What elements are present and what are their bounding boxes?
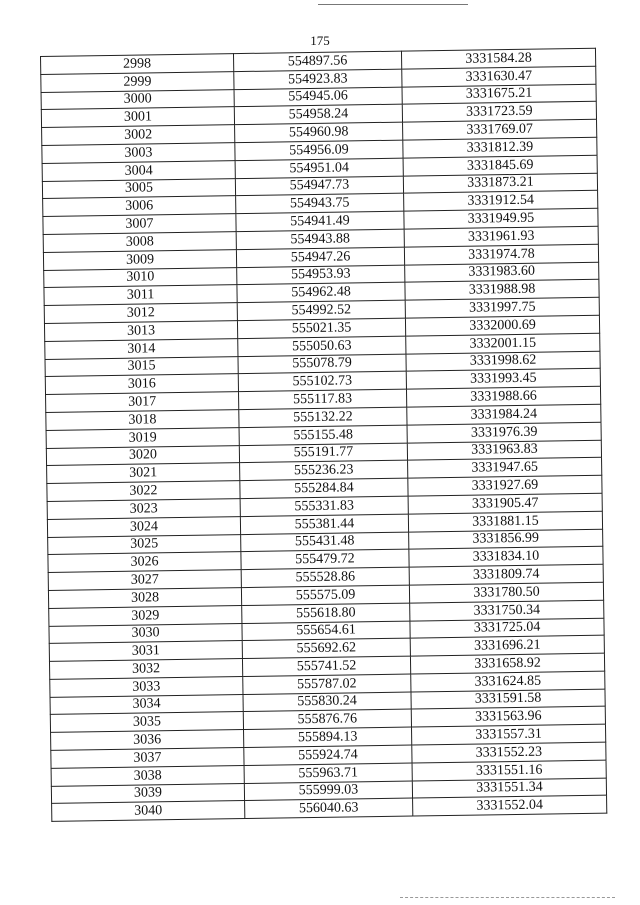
y-coordinate-cell: 3331881.15 bbox=[408, 511, 602, 532]
y-coordinate-cell: 3331812.39 bbox=[403, 137, 597, 158]
x-coordinate-cell: 556040.63 bbox=[245, 799, 413, 819]
x-coordinate-cell: 555528.86 bbox=[241, 567, 409, 587]
point-number-cell: 3032 bbox=[49, 659, 242, 680]
point-number-cell: 3003 bbox=[42, 143, 235, 164]
point-number-cell: 3001 bbox=[41, 107, 234, 128]
y-coordinate-cell: 3331723.59 bbox=[402, 102, 596, 123]
y-coordinate-cell: 3331552.04 bbox=[413, 796, 607, 817]
x-coordinate-cell: 555102.73 bbox=[238, 371, 406, 391]
x-coordinate-cell: 555963.71 bbox=[244, 763, 412, 783]
point-number-cell: 3035 bbox=[50, 712, 243, 733]
y-coordinate-cell: 3331750.34 bbox=[410, 600, 604, 621]
point-number-cell: 3016 bbox=[45, 374, 238, 395]
y-coordinate-cell: 3331949.95 bbox=[404, 208, 598, 229]
x-coordinate-cell: 555431.48 bbox=[241, 532, 409, 552]
point-number-cell: 3004 bbox=[42, 160, 235, 181]
x-coordinate-cell: 555021.35 bbox=[237, 318, 405, 338]
point-number-cell: 3026 bbox=[48, 552, 241, 573]
point-number-cell: 3025 bbox=[48, 534, 241, 555]
point-number-cell: 3022 bbox=[47, 481, 240, 502]
x-coordinate-cell: 555381.44 bbox=[240, 514, 408, 534]
x-coordinate-cell: 554945.06 bbox=[234, 87, 402, 107]
x-coordinate-cell: 554958.24 bbox=[234, 105, 402, 125]
y-coordinate-cell: 3332001.15 bbox=[406, 333, 600, 354]
point-number-cell: 3000 bbox=[41, 89, 234, 110]
point-number-cell: 3033 bbox=[50, 676, 243, 697]
point-number-cell: 3023 bbox=[47, 499, 240, 520]
x-coordinate-cell: 555331.83 bbox=[240, 496, 408, 516]
point-number-cell: 3007 bbox=[43, 214, 236, 235]
x-coordinate-cell: 554962.48 bbox=[237, 282, 405, 302]
x-coordinate-cell: 554943.75 bbox=[236, 193, 404, 213]
y-coordinate-cell: 3331912.54 bbox=[404, 191, 598, 212]
y-coordinate-cell: 3331551.34 bbox=[412, 778, 606, 799]
x-coordinate-cell: 555999.03 bbox=[244, 781, 412, 801]
y-coordinate-cell: 3331834.10 bbox=[409, 547, 603, 568]
y-coordinate-cell: 3331551.16 bbox=[412, 760, 606, 781]
x-coordinate-cell: 555876.76 bbox=[243, 710, 411, 730]
y-coordinate-cell: 3331974.78 bbox=[404, 244, 598, 265]
x-coordinate-cell: 555894.13 bbox=[244, 727, 412, 747]
y-coordinate-cell: 3331947.65 bbox=[408, 458, 602, 479]
x-coordinate-cell: 555741.52 bbox=[242, 656, 410, 676]
point-number-cell: 3018 bbox=[46, 410, 239, 431]
x-coordinate-cell: 554923.83 bbox=[234, 69, 402, 89]
y-coordinate-cell: 3331988.66 bbox=[406, 386, 600, 407]
top-rule bbox=[318, 4, 468, 5]
point-number-cell: 3012 bbox=[44, 303, 237, 324]
x-coordinate-cell: 555050.63 bbox=[238, 336, 406, 356]
y-coordinate-cell: 3332000.69 bbox=[405, 315, 599, 336]
point-number-cell: 2999 bbox=[41, 71, 234, 92]
y-coordinate-cell: 3331584.28 bbox=[401, 48, 595, 69]
x-coordinate-cell: 554953.93 bbox=[237, 265, 405, 285]
point-number-cell: 3006 bbox=[43, 196, 236, 217]
x-coordinate-cell: 555132.22 bbox=[239, 407, 407, 427]
y-coordinate-cell: 3331557.31 bbox=[412, 724, 606, 745]
y-coordinate-cell: 3331809.74 bbox=[409, 564, 603, 585]
y-coordinate-cell: 3331845.69 bbox=[403, 155, 597, 176]
point-number-cell: 3011 bbox=[44, 285, 237, 306]
bottom-rule bbox=[400, 897, 615, 898]
x-coordinate-cell: 554947.26 bbox=[236, 247, 404, 267]
point-number-cell: 3002 bbox=[42, 125, 235, 146]
point-number-cell: 3030 bbox=[49, 623, 242, 644]
x-coordinate-cell: 555479.72 bbox=[241, 549, 409, 569]
y-coordinate-cell: 3331988.98 bbox=[405, 280, 599, 301]
point-number-cell: 3027 bbox=[48, 570, 241, 591]
x-coordinate-cell: 554941.49 bbox=[236, 211, 404, 231]
point-number-cell: 3017 bbox=[46, 392, 239, 413]
point-number-cell: 3038 bbox=[51, 765, 244, 786]
x-coordinate-cell: 554956.09 bbox=[235, 140, 403, 160]
y-coordinate-cell: 3331624.85 bbox=[411, 671, 605, 692]
point-number-cell: 3021 bbox=[47, 463, 240, 484]
x-coordinate-cell: 554951.04 bbox=[235, 158, 403, 178]
x-coordinate-cell: 555618.80 bbox=[242, 603, 410, 623]
x-coordinate-cell: 555575.09 bbox=[241, 585, 409, 605]
point-number-cell: 3008 bbox=[43, 232, 236, 253]
y-coordinate-cell: 3331905.47 bbox=[408, 493, 602, 514]
y-coordinate-cell: 3331984.24 bbox=[407, 404, 601, 425]
point-number-cell: 3034 bbox=[50, 694, 243, 715]
coordinates-table bbox=[40, 48, 607, 822]
point-number-cell: 3009 bbox=[43, 249, 236, 270]
x-coordinate-cell: 555191.77 bbox=[239, 443, 407, 463]
x-coordinate-cell: 555787.02 bbox=[243, 674, 411, 694]
point-number-cell: 3015 bbox=[45, 356, 238, 377]
y-coordinate-cell: 3331856.99 bbox=[409, 529, 603, 550]
x-coordinate-cell: 555654.61 bbox=[242, 621, 410, 641]
y-coordinate-cell: 3331552.23 bbox=[412, 742, 606, 763]
y-coordinate-cell: 3331780.50 bbox=[409, 582, 603, 603]
x-coordinate-cell: 554897.56 bbox=[233, 51, 401, 71]
x-coordinate-cell: 555692.62 bbox=[242, 638, 410, 658]
x-coordinate-cell: 555830.24 bbox=[243, 692, 411, 712]
y-coordinate-cell: 3331769.07 bbox=[403, 119, 597, 140]
x-coordinate-cell: 555078.79 bbox=[238, 354, 406, 374]
x-coordinate-cell: 554947.73 bbox=[235, 176, 403, 196]
y-coordinate-cell: 3331983.60 bbox=[405, 262, 599, 283]
y-coordinate-cell: 3331563.96 bbox=[411, 707, 605, 728]
point-number-cell: 3005 bbox=[42, 178, 235, 199]
point-number-cell: 2998 bbox=[41, 54, 234, 75]
y-coordinate-cell: 3331998.62 bbox=[406, 351, 600, 372]
coordinates-table-wrapper bbox=[40, 48, 606, 822]
y-coordinate-cell: 3331873.21 bbox=[403, 173, 597, 194]
y-coordinate-cell: 3331591.58 bbox=[411, 689, 605, 710]
point-number-cell: 3019 bbox=[46, 427, 239, 448]
y-coordinate-cell: 3331997.75 bbox=[405, 297, 599, 318]
y-coordinate-cell: 3331630.47 bbox=[402, 66, 596, 87]
point-number-cell: 3040 bbox=[52, 801, 245, 822]
y-coordinate-cell: 3331696.21 bbox=[410, 635, 604, 656]
y-coordinate-cell: 3331675.21 bbox=[402, 84, 596, 105]
y-coordinate-cell: 3331963.83 bbox=[407, 440, 601, 461]
table-body bbox=[41, 48, 607, 821]
y-coordinate-cell: 3331976.39 bbox=[407, 422, 601, 443]
point-number-cell: 3028 bbox=[48, 587, 241, 608]
y-coordinate-cell: 3331961.93 bbox=[404, 226, 598, 247]
x-coordinate-cell: 555284.84 bbox=[240, 478, 408, 498]
point-number-cell: 3029 bbox=[49, 605, 242, 626]
point-number-cell: 3010 bbox=[44, 267, 237, 288]
x-coordinate-cell: 554992.52 bbox=[237, 300, 405, 320]
page-number: 175 bbox=[310, 33, 330, 48]
point-number-cell: 3013 bbox=[44, 321, 237, 342]
y-coordinate-cell: 3331927.69 bbox=[408, 475, 602, 496]
x-coordinate-cell: 555117.83 bbox=[239, 389, 407, 409]
x-coordinate-cell: 555155.48 bbox=[239, 425, 407, 445]
point-number-cell: 3024 bbox=[47, 516, 240, 537]
x-coordinate-cell: 554960.98 bbox=[235, 122, 403, 142]
point-number-cell: 3031 bbox=[49, 641, 242, 662]
point-number-cell: 3039 bbox=[51, 783, 244, 804]
x-coordinate-cell: 555236.23 bbox=[240, 460, 408, 480]
y-coordinate-cell: 3331658.92 bbox=[410, 653, 604, 674]
point-number-cell: 3020 bbox=[46, 445, 239, 466]
point-number-cell: 3014 bbox=[45, 338, 238, 359]
y-coordinate-cell: 3331725.04 bbox=[410, 618, 604, 639]
y-coordinate-cell: 3331993.45 bbox=[406, 369, 600, 390]
x-coordinate-cell: 554943.88 bbox=[236, 229, 404, 249]
point-number-cell: 3037 bbox=[51, 748, 244, 769]
x-coordinate-cell: 555924.74 bbox=[244, 745, 412, 765]
point-number-cell: 3036 bbox=[51, 730, 244, 751]
